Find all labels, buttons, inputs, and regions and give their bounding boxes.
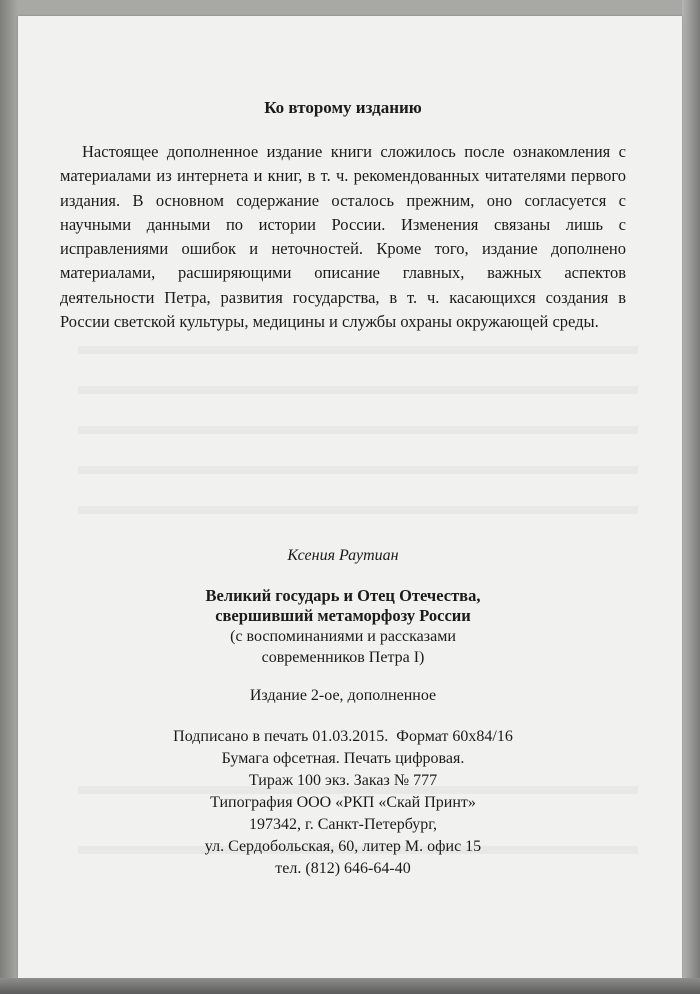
book-subtitle-line-1: (с воспоминаниями и рассказами <box>230 628 456 645</box>
circulation: Тираж 100 экз. Заказ № 777 <box>248 772 438 789</box>
show-through-text <box>78 346 638 354</box>
printing-details <box>60 726 626 880</box>
printer-city: 197342, г. Санкт-Петербург, <box>248 816 437 833</box>
book-subtitle-line-2: современников Петра I) <box>261 649 425 666</box>
show-through-text <box>78 466 638 474</box>
show-through-text <box>78 386 638 394</box>
printer-street: ул. Сердобольская, 60, литер М. офис 15 <box>204 838 482 855</box>
book-title-line-2: свершивший метаморфозу России <box>215 606 471 625</box>
book-page <box>18 16 682 978</box>
edition-note: Издание 2-ое, дополненное <box>249 687 437 704</box>
paper-type: Бумага офсетная. Печать цифровая. <box>221 750 465 767</box>
show-through-text <box>78 426 638 434</box>
printer-name: Типография ООО «РКП «Скай Принт» <box>210 794 476 811</box>
preface-paragraph: Настоящее дополненное издание книги сложилось после ознакомления с материалами из интернета и книг, в т. ч. рекомендованных читателями первого издания. В основном содержание осталось прежним, оно согласуется с научными данными по истории России. Изменения связаны лишь с исправлениями ошибок и неточностей. Кроме того, издание дополнено материалами, расширяющими описание главных, важных аспектов деятельности Петра, развития государства, в т. ч. касающихся создания в России светской культуры, медицины и службы охраны окружающей среды. <box>60 142 626 332</box>
scan-right-edge <box>682 0 700 994</box>
signed-to-print: Подписано в печать 01.03.2015. Формат 60х84/16 <box>173 728 513 745</box>
printer-phone: тел. (812) 646-64-40 <box>275 860 411 877</box>
book-title-line-1: Великий государь и Отец Отечества, <box>205 586 481 605</box>
scan-bottom-edge <box>0 978 700 994</box>
preface-section <box>60 98 626 334</box>
show-through-text <box>78 506 638 514</box>
section-title: Ко второму изданию <box>264 98 422 117</box>
imprint-block <box>60 546 626 880</box>
author-name: Ксения Раутиан <box>287 547 399 564</box>
